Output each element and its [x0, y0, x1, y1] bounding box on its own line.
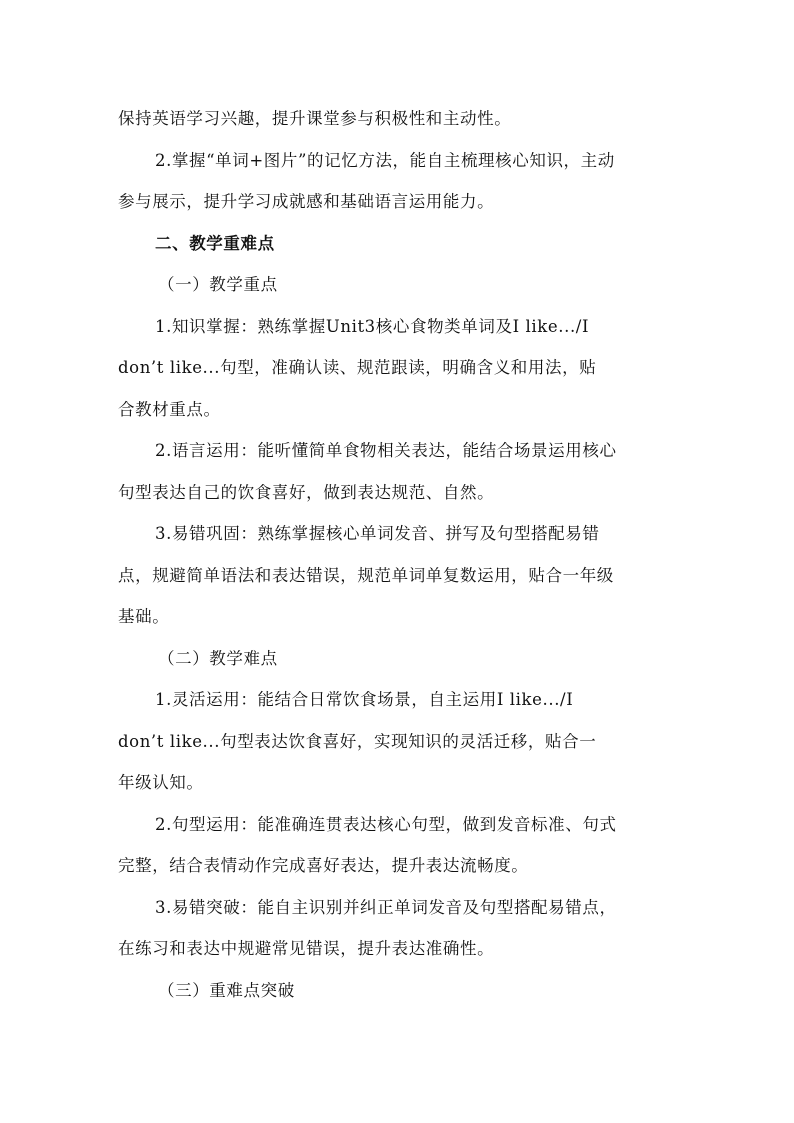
- difficulty-1-line: 1.灵活运用：能结合日常饮食场景，自主运用I like.../I: [155, 690, 574, 709]
- paragraph-line: 句型表达自己的饮食喜好，做到表达规范、自然。: [118, 483, 495, 502]
- paragraph-line: 保持英语学习兴趣，提升课堂参与积极性和主动性。: [118, 109, 512, 128]
- paragraph-line: 年级认知。: [118, 773, 204, 792]
- paragraph-line: don’t like...句型表达饮食喜好，实现知识的灵活迁移，贴合一: [118, 732, 597, 751]
- subsection-heading-breakthrough: （三）重难点突破: [158, 981, 295, 1000]
- key-point-2-line: 2.语言运用：能听懂简单食物相关表达，能结合场景运用核心: [155, 441, 617, 460]
- paragraph-line: 在练习和表达中规避常见错误，提升表达准确性。: [118, 939, 495, 958]
- paragraph-line: 合教材重点。: [118, 400, 221, 419]
- paragraph-line: don’t like...句型，准确认读、规范跟读，明确含义和用法，贴: [118, 358, 597, 377]
- difficulty-2-line: 2.句型运用：能准确连贯表达核心句型，做到发音标准、句式: [155, 815, 617, 834]
- paragraph-line: 点，规避简单语法和表达错误，规范单词单复数运用，贴合一年级: [118, 566, 614, 585]
- subsection-heading-difficulties: （二）教学难点: [158, 649, 278, 668]
- key-point-3-line: 3.易错巩固：熟练掌握核心单词发音、拼写及句型搭配易错: [155, 524, 600, 543]
- subsection-heading-key-points: （一）教学重点: [158, 275, 278, 294]
- paragraph-line: 基础。: [118, 607, 170, 626]
- objective-2-line: 2.掌握“单词+图片”的记忆方法，能自主梳理核心知识，主动: [155, 151, 615, 170]
- section-heading: 二、教学重难点: [155, 234, 275, 253]
- paragraph-line: 完整，结合表情动作完成喜好表达，提升表达流畅度。: [118, 856, 529, 875]
- key-point-1-line: 1.知识掌握：熟练掌握Unit3核心食物类单词及I like.../I: [155, 317, 590, 336]
- paragraph-line: 参与展示，提升学习成就感和基础语言运用能力。: [118, 192, 495, 211]
- difficulty-3-line: 3.易错突破：能自主识别并纠正单词发音及句型搭配易错点，: [155, 898, 617, 917]
